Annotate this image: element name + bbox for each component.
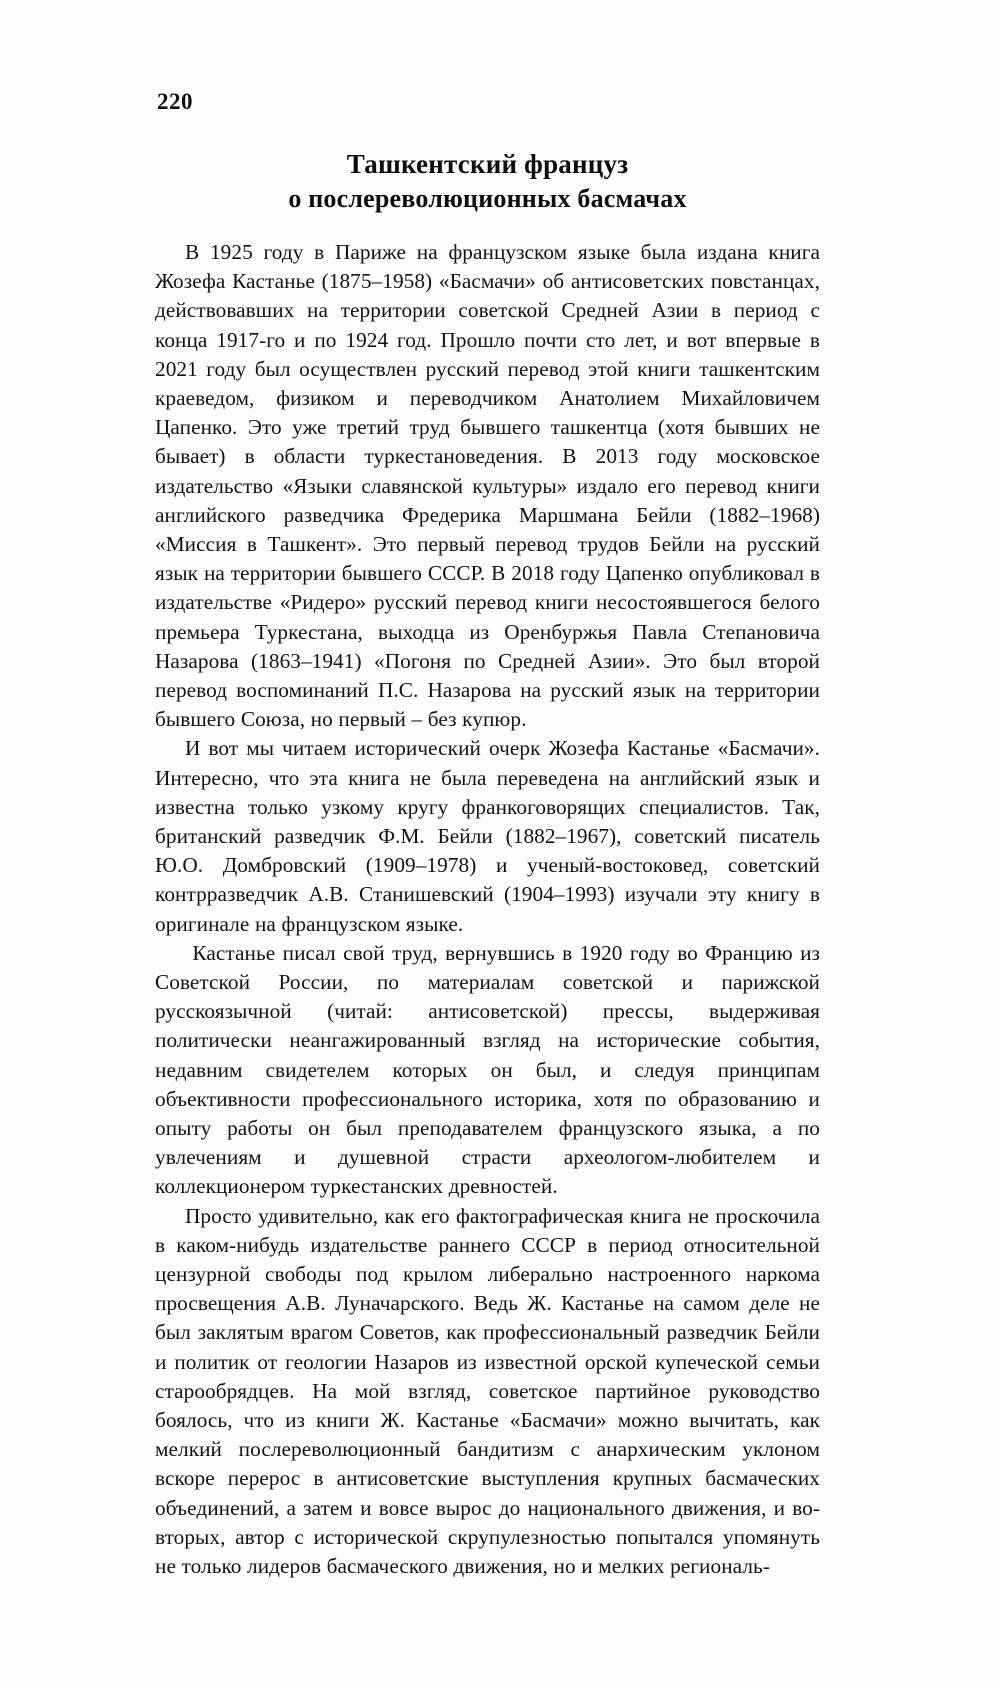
paragraph-text: Просто удивительно, как его фактографическая книга не проскочила в каком-нибудь издательстве раннего СССР в период относительной цензурной свободы под крылом либерально настроенного наркома просвещения А.В. Луначарского. Ведь Ж. Кастанье на самом деле не был заклятым врагом Советов, как профессиональный разведчик Бейли и политик от геологии Назаров из известной орской купеческой семьи старообрядцев. На мой взгляд, советское партийное руководство боялось, что из книги Ж. Кастанье «Басмачи» можно вычитать, как мелкий послереволюционный бандитизм с анархическим уклоном вскоре перерос в антисоветские выступления крупных басмаческих объединений, а затем и вовсе вырос до национального движения, и во-вторых, автор с исторической скрупулезностью попытался упомянуть не только лидеров басмаческого движения, но и мелких региональ- <box>155 1203 820 1579</box>
paragraph-3 <box>155 939 820 1202</box>
page-title <box>155 147 820 216</box>
title-line-1: Ташкентский француз <box>346 149 629 179</box>
paragraph-text: Кастанье писал свой труд, вернувшись в 1920 году во Францию из Советской России, по материалам советской и парижской русскоязычной (читай: антисоветской) прессы, выдерживая политически неангажированный взгляд на исторические события, недавним свидетелем которых он был, и следуя принципам объективности профессионального историка, хотя по образованию и опыту работы он был преподавателем французского языка, а по увлечениям и душевной страсти археологом-любителем и коллекционером туркестанских древностей. <box>155 940 820 1199</box>
title-line-2: о послереволюционных басмачах <box>288 184 687 214</box>
paragraph-2 <box>155 734 820 938</box>
paragraph-text: В 1925 году в Париже на французском языке была издана книга Жозефа Кастанье (1875–1958) «Басмачи» об антисоветских повстанцах, действовавших на территории советской Средней Азии в период с конца 1917-го и по 1924 год. Прошло почти сто лет, и вот впервые в 2021 году был осуществлен русский перевод этой книги ташкентским краеведом, физиком и переводчиком Анатолием Михайловичем Цапенко. Это уже третий труд бывшего ташкентца (хотя бывших не бывает) в области туркестановедения. В 2013 году московское издательство «Языки славянской культуры» издало его перевод книги английского разведчика Фредерика Маршмана Бейли (1882–1968) «Миссия в Ташкент». Это первый перевод трудов Бейли на русский язык на территории бывшего СССР. В 2018 году Цапенко опубликовал в издательстве «Ридеро» русский перевод книги несостоявшегося белого премьера Туркестана, выходца из Оренбуржья Павла Степановича Назарова (1863–1941) «Погоня по Средней Азии». Это был второй перевод воспоминаний П.С. Назарова на русский язык на территории бывшего Союза, но первый – без купюр. <box>155 239 820 732</box>
page-content <box>155 90 820 1581</box>
page-number: 220 <box>157 89 193 114</box>
paragraph-4 <box>155 1202 820 1582</box>
paragraph-1 <box>155 238 820 734</box>
paragraph-text: И вот мы читаем исторический очерк Жозефа Кастанье «Басмачи». Интересно, что эта книга не была переведена на английский язык и известна только узкому кругу франкоговорящих специалистов. Так, британский разведчик Ф.М. Бейли (1882–1967), советский писатель Ю.О. Домбровский (1909–1978) и ученый-востоковед, советский контрразведчик А.В. Станишевский (1904–1993) изучали эту книгу в оригинале на французском языке. <box>155 736 820 936</box>
